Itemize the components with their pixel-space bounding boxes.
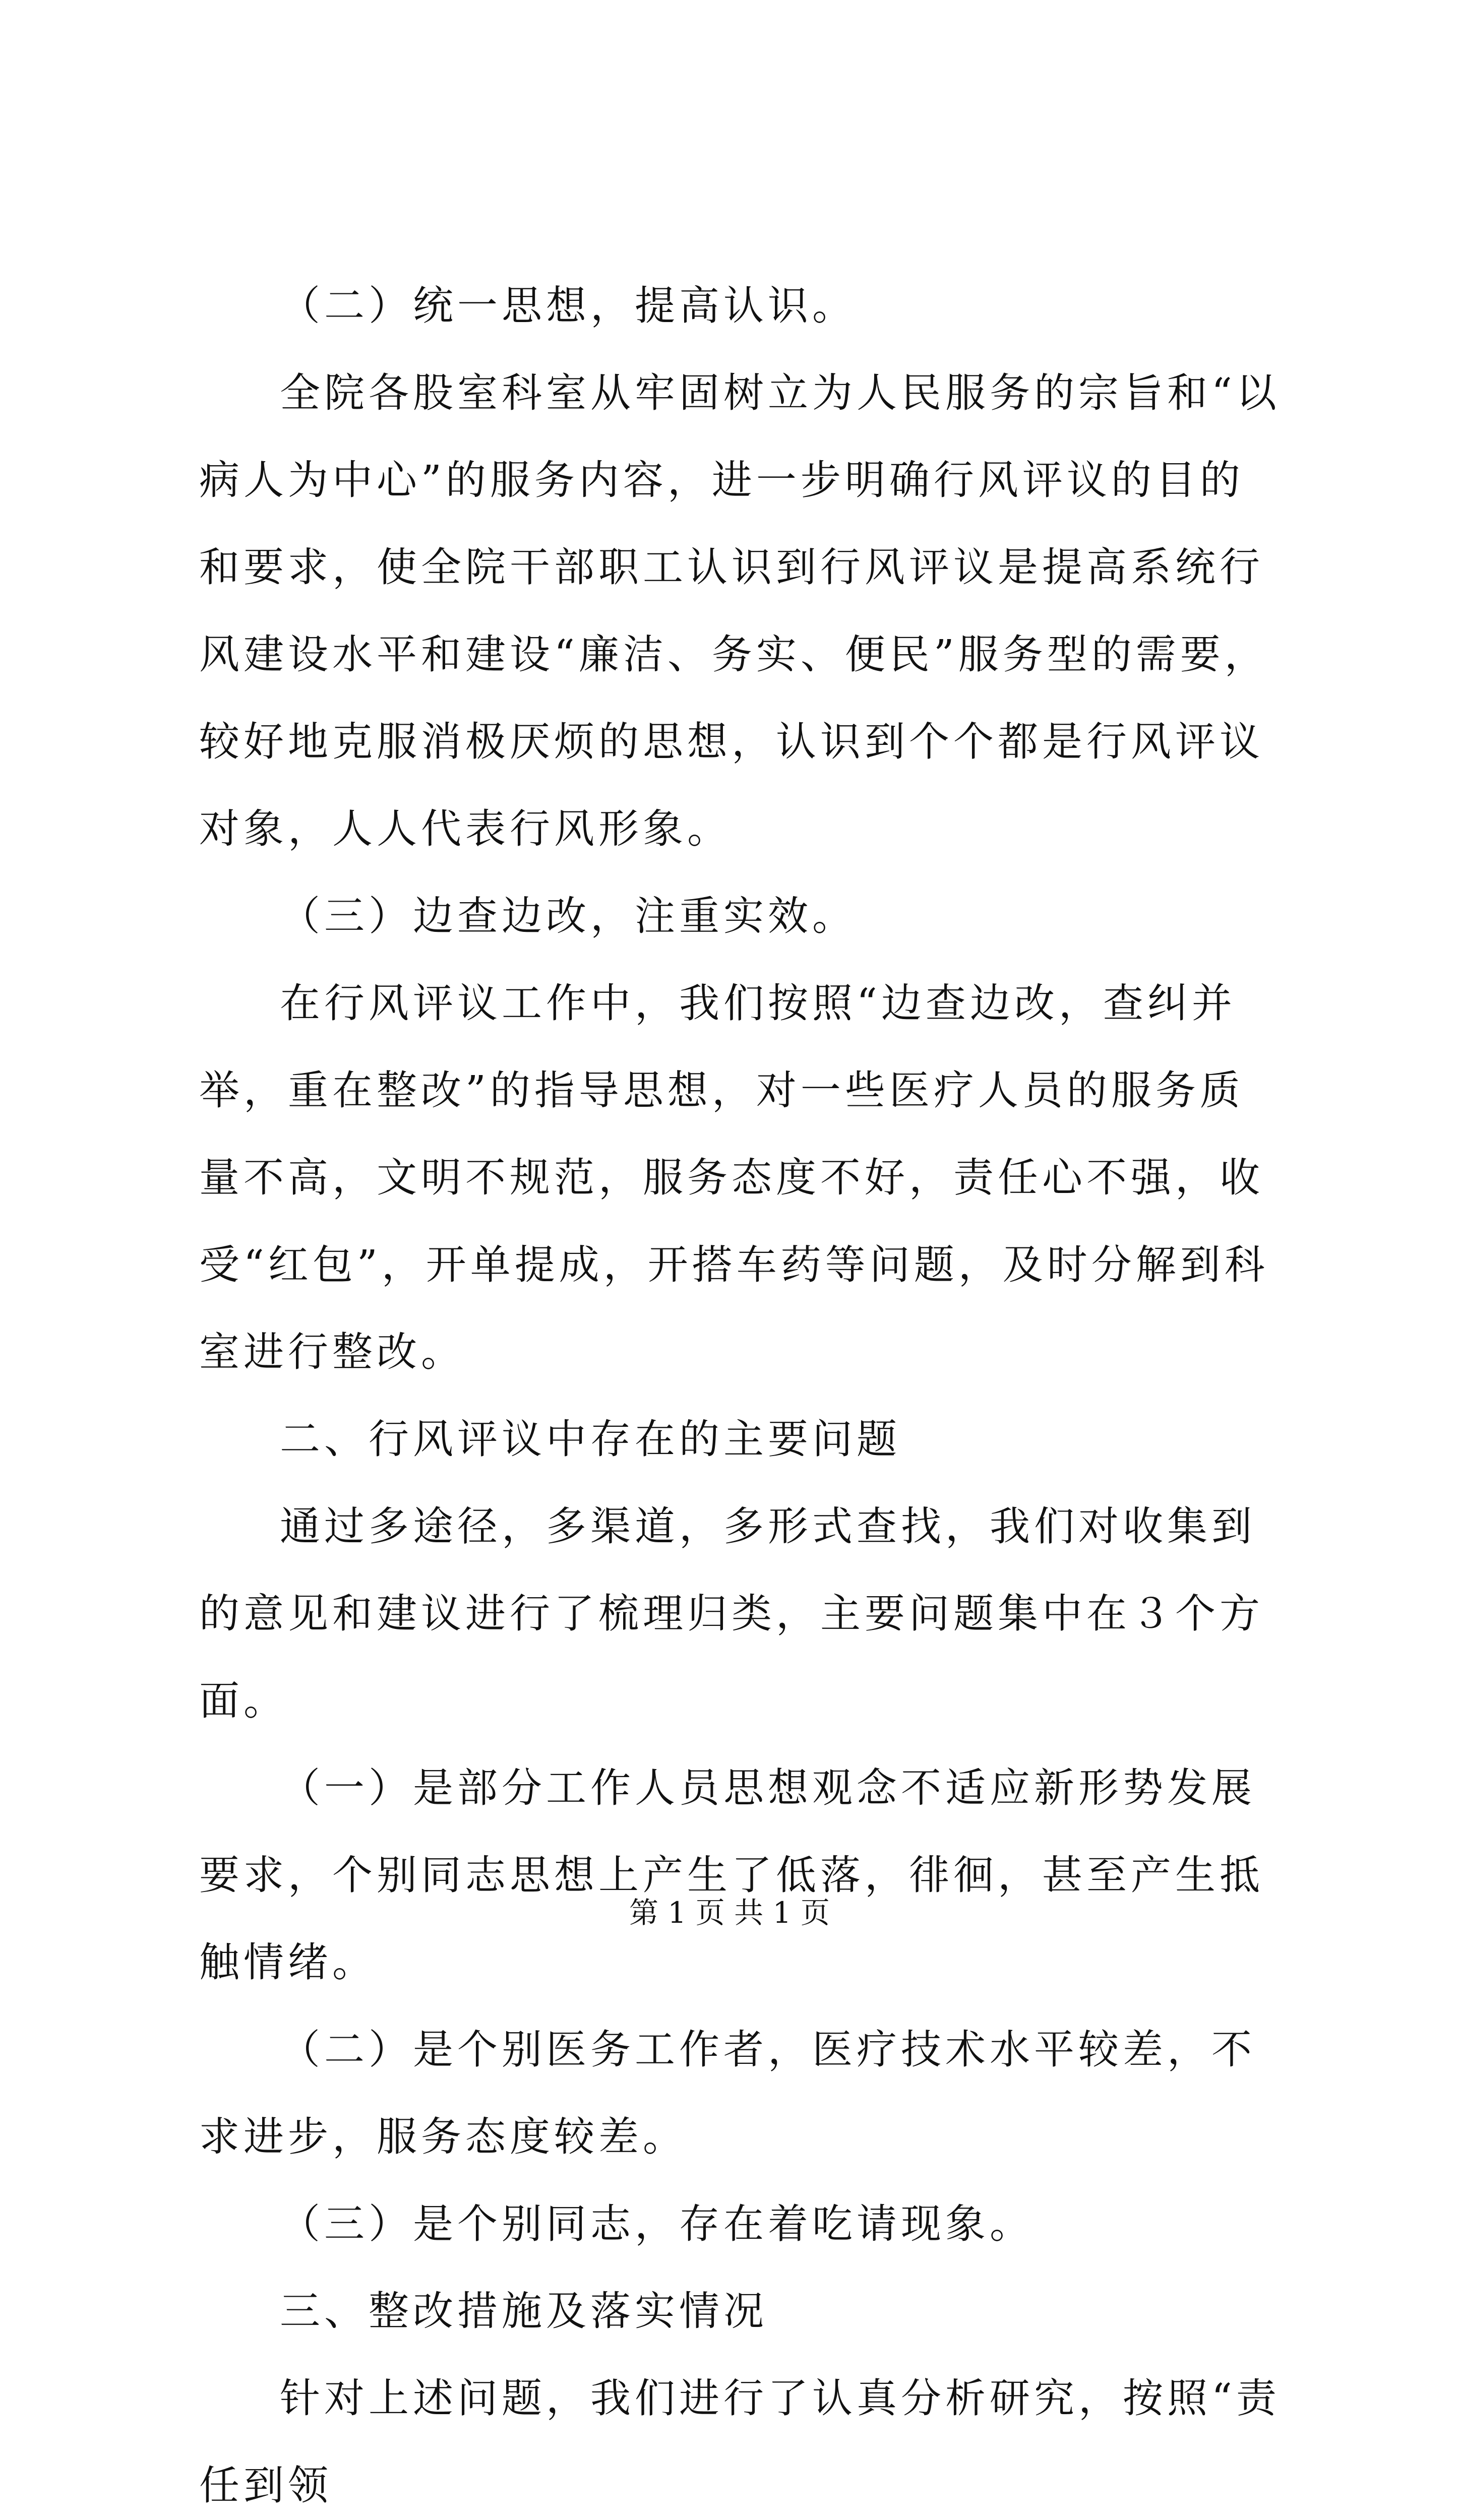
paragraph: （一）是部分工作人员思想观念不适应新形势发展要求，个别同志思想上产生了低落，徘徊，甚至产生抵触情绪。 <box>199 1765 1264 1986</box>
paragraph: （二）是个别医务工作者，医疗技术水平较差，不求进步，服务态度较差。 <box>199 2026 1256 2160</box>
paragraph: 全院各股室科室从牢固树立为人民服务的宗旨和“以病人为中心”的服务内容，进一步明确行风评议的目的和要求，使全院干部职工认识到行风评议是提高系统行风建设水平和建设“廉洁、务实、便民”服务型的需要，较好地克服消极厌烦的思想，认识到个个都是行风评议对象，人人代表行风形象。 <box>199 369 1281 852</box>
document-body <box>199 262 1286 2520</box>
paragraph: （三）是个别同志，存在着吃请现象。 <box>280 2200 1034 2247</box>
paragraph: （二）统一思想，提高认识。 <box>280 282 857 329</box>
section-heading: 三、整改措施及落实情况 <box>280 2288 768 2335</box>
page-footer: 第 1 页 共 1 页 <box>629 1896 830 1930</box>
section-heading: 二、行风评议中存在的主要问题 <box>280 1416 901 1463</box>
paragraph: 通过多途径，多渠道，多形式查找，我们对收集到的意见和建议进行了梳理归类，主要问题集中在３个方面。 <box>199 1503 1264 1724</box>
paragraph: 在行风评议工作中，我们按照“边查边改，查纠并举，重在整改”的指导思想，对一些医疗人员的服务质量不高，文明不规范，服务态度不好，责任心不强，收受“红包”，开单提成，开搭车药等问题，及时分解到科室进行整改。 <box>199 980 1269 1375</box>
paragraph: （三）边查边改，注重实效。 <box>280 893 857 939</box>
paragraph: 针对上述问题，我们进行了认真分析研究，按照“责任到领 <box>199 2375 1281 2509</box>
